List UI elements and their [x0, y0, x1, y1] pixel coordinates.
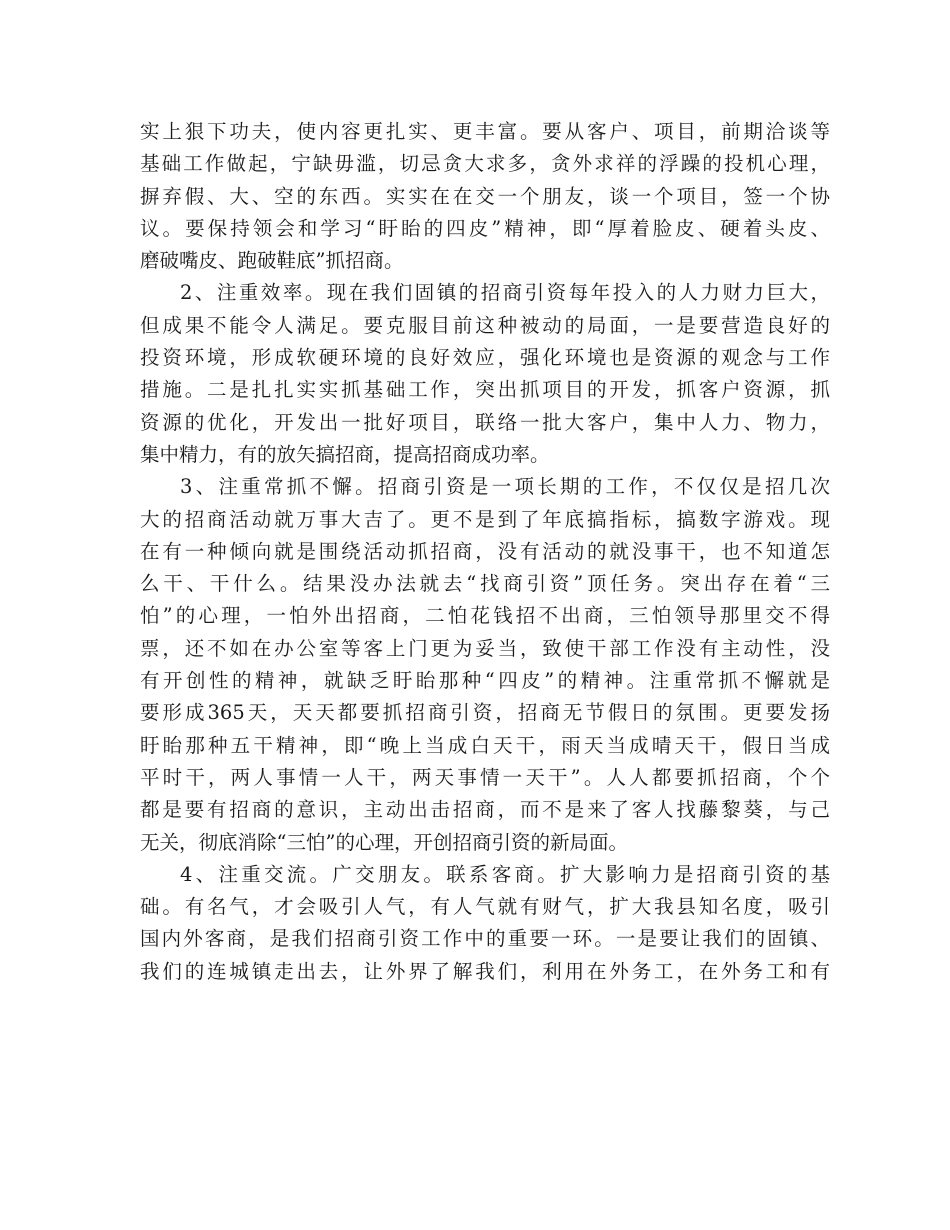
text-line: 我们的连城镇走出去，让外界了解我们，利用在外务工，在外务工和有 — [140, 959, 830, 983]
paragraph-exchange — [140, 859, 830, 988]
text-line: 都是要有招商的意识，主动出击招商，而不是来了客人找藤黎葵，与己 — [140, 798, 830, 822]
text-line: 在有一种倾向就是围绕活动抓招商，没有活动的就没事干，也不知道怎 — [140, 539, 830, 563]
text-line: 大的招商活动就万事大吉了。更不是到了年底搞指标，搞数字游戏。现 — [140, 507, 830, 531]
text-line: 但成果不能令人满足。要克服目前这种被动的局面，一是要营造良好的 — [140, 313, 830, 337]
text-line: 磨破嘴皮、跑破鞋底”抓招商。 — [140, 249, 404, 273]
text-line: 投资环境，形成软硬环境的良好效应，强化环境也是资源的观念与工作 — [140, 346, 830, 370]
paragraph-persistence — [140, 471, 830, 859]
text-line: 础。有名气，才会吸引人气，有人气就有财气，扩大我县知名度，吸引 — [140, 895, 830, 919]
text-line: 措施。二是扎扎实实抓基础工作，突出抓项目的开发，抓客户资源，抓 — [140, 378, 830, 402]
text-line: 4、注重交流。广交朋友。联系客商。扩大影响力是招商引资的基 — [180, 862, 830, 886]
text-line: 集中精力，有的放矢搞招商，提高招商成功率。 — [140, 442, 550, 466]
text-line: 资源的优化，开发出一批好项目，联络一批大客户，集中人力、物力， — [140, 410, 830, 434]
text-line: 票，还不如在办公室等客上门更为妥当，致使干部工作没有主动性，没 — [140, 636, 830, 660]
text-line: 摒弃假、大、空的东西。实实在在交一个朋友，谈一个项目，签一个协 — [140, 184, 830, 208]
text-line: 盱眙那种五干精神，即“晚上当成白天干，雨天当成晴天干，假日当成 — [140, 733, 830, 757]
text-line: 无关，彻底消除“三怕”的心理，开创招商引资的新局面。 — [140, 830, 628, 854]
paragraph-efficiency — [140, 277, 830, 471]
text-line: 基础工作做起，宁缺毋滥，切忌贪大求多，贪外求祥的浮躁的投机心理， — [140, 152, 830, 176]
text-line: 2、注重效率。现在我们固镇的招商引资每年投入的人力财力巨大， — [180, 281, 830, 305]
text-line: 3、注重常抓不懈。招商引资是一项长期的工作，不仅仅是招几次 — [180, 475, 830, 499]
text-line: 么干、干什么。结果没办法就去“找商引资”顶任务。突出存在着“三 — [140, 572, 830, 596]
document-body — [140, 116, 830, 988]
text-line: 怕”的心理，一怕外出招商，二怕花钱招不出商，三怕领导那里交不得 — [140, 604, 830, 628]
text-line: 平时干，两人事情一人干，两天事情一天干”。人人都要抓招商，个个 — [140, 765, 830, 789]
text-line: 要形成365天，天天都要抓招商引资，招商无节假日的氛围。更要发扬 — [140, 701, 830, 725]
paragraph-intro-continued — [140, 116, 830, 277]
text-line: 实上狠下功夫，使内容更扎实、更丰富。要从客户、项目，前期洽谈等 — [140, 120, 830, 143]
text-line: 国内外客商，是我们招商引资工作中的重要一环。一是要让我们的固镇、 — [140, 927, 830, 951]
text-line: 有开创性的精神，就缺乏盱眙那种“四皮”的精神。注重常抓不懈就是 — [140, 669, 830, 693]
text-line: 议。要保持领会和学习“盱眙的四皮”精神，即“厚着脸皮、硬着头皮、 — [140, 216, 830, 240]
